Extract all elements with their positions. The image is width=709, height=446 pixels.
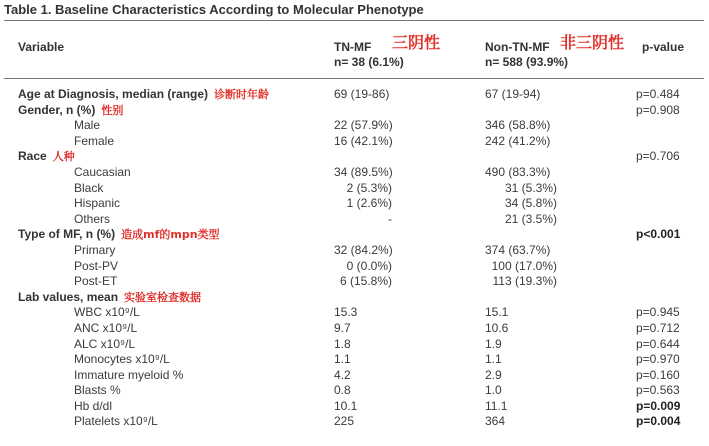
cell-tn-mf: 2 (5.3%)	[346, 180, 392, 195]
cell-tn-mf: 9.7	[334, 320, 351, 335]
header-non-name: Non-TN-MF	[485, 40, 550, 54]
top-rule	[4, 20, 704, 21]
row-annotation: 造成mf的mpn类型	[121, 228, 220, 242]
row-annotation: 性别	[101, 103, 124, 117]
row-label-text: Male	[74, 118, 101, 133]
cell-non-tn-mf: 113 (19.3%)	[492, 274, 557, 289]
table-row	[0, 165, 709, 181]
cell-non-tn-mf: 34 (5.8%)	[504, 196, 557, 211]
cell-pvalue: p=0.484	[636, 87, 680, 101]
row-label-text: Hb d/dl	[74, 398, 113, 413]
header-non-annotation: 非三阴性	[560, 33, 625, 52]
table-row	[0, 181, 709, 197]
cell-non-tn-mf: 2.9	[485, 367, 502, 382]
table-row	[0, 118, 709, 134]
table-row	[0, 87, 709, 103]
cell-non-tn-mf: 10.6	[485, 320, 509, 335]
row-label-text: Caucasian	[74, 164, 131, 179]
table-row	[0, 399, 709, 415]
cell-tn-mf: 0.8	[334, 383, 351, 398]
row-label	[18, 103, 123, 119]
cell-non-tn-mf: 374 (63.7%)	[485, 242, 551, 257]
table-row	[0, 212, 709, 228]
header-non-n: n= 588 (93.9%)	[485, 55, 569, 69]
row-label-text: Hispanic	[74, 196, 121, 211]
row-label-text: Lab values, mean	[18, 289, 119, 304]
row-label-text: WBC x10⁹/L	[74, 305, 140, 320]
table-row	[0, 196, 709, 212]
table-row	[0, 227, 709, 243]
cell-tn-mf: 4.2	[334, 367, 351, 382]
row-label	[74, 165, 131, 181]
table-title: Table 1. Baseline Characteristics According to Molecular Phenotype	[4, 2, 424, 17]
row-label	[74, 274, 117, 290]
row-label-text: Post-ET	[74, 274, 118, 289]
row-label	[74, 399, 112, 415]
row-label-text: Race	[18, 149, 47, 164]
table-row	[0, 149, 709, 165]
row-label-text: ANC x10⁹/L	[74, 320, 138, 335]
row-label	[74, 352, 170, 368]
row-label-text: Others	[74, 211, 111, 226]
table-row	[0, 321, 709, 337]
row-label	[74, 383, 121, 399]
cell-tn-mf: 32 (84.2%)	[334, 242, 393, 257]
table-row	[0, 383, 709, 399]
row-label-text: Age at Diagnosis, median (range)	[18, 87, 209, 101]
table-row	[0, 337, 709, 353]
row-label-text: Immature myeloid %	[74, 367, 184, 382]
cell-non-tn-mf: 67 (19-94)	[485, 87, 541, 101]
cell-tn-mf: 0 (0.0%)	[346, 258, 392, 273]
table-row	[0, 274, 709, 290]
row-label	[74, 414, 158, 430]
table-row	[0, 290, 709, 306]
cell-non-tn-mf: 15.1	[485, 305, 509, 320]
table-row	[0, 414, 709, 430]
header-pvalue: p-value	[642, 40, 685, 54]
cell-non-tn-mf: 242 (41.2%)	[485, 133, 551, 148]
table-row	[0, 352, 709, 368]
table-row	[0, 243, 709, 259]
cell-non-tn-mf: 21 (3.5%)	[504, 211, 557, 226]
cell-tn-mf: 6 (15.8%)	[339, 274, 392, 289]
cell-pvalue: p=0.160	[636, 367, 680, 382]
cell-tn-mf: 15.3	[334, 305, 358, 320]
row-annotation: 诊断时年龄	[214, 88, 270, 101]
cell-tn-mf: 22 (57.9%)	[334, 118, 393, 133]
row-label-text: Blasts %	[74, 383, 121, 398]
row-label-text: Gender, n (%)	[18, 102, 96, 117]
row-label	[74, 321, 137, 337]
row-label	[74, 243, 115, 259]
cell-pvalue: p=0.712	[636, 320, 680, 335]
cell-non-tn-mf: 11.1	[485, 398, 508, 413]
row-label-text: Post-PV	[74, 258, 119, 273]
cell-pvalue: p=0.970	[636, 352, 680, 367]
cell-pvalue: p=0.706	[636, 149, 680, 164]
cell-non-tn-mf: 364	[485, 414, 506, 429]
row-label-text: Type of MF, n (%)	[18, 227, 116, 242]
row-label	[18, 149, 75, 165]
header-tn-annotation: 三阴性	[392, 33, 441, 52]
header-tn-n: n= 38 (6.1%)	[334, 55, 404, 69]
row-label	[74, 196, 120, 212]
row-label	[74, 305, 140, 321]
cell-non-tn-mf: 31 (5.3%)	[504, 180, 557, 195]
cell-tn-mf: 1.1	[334, 352, 351, 367]
cell-pvalue: p<0.001	[636, 227, 681, 242]
row-label-text: Primary	[74, 242, 116, 257]
cell-pvalue: p=0.644	[636, 336, 680, 351]
cell-tn-mf: 69 (19-86)	[334, 87, 390, 101]
cell-tn-mf: 1 (2.6%)	[346, 196, 392, 211]
header-rule	[4, 78, 704, 79]
cell-tn-mf: 10.1	[334, 398, 358, 413]
cell-non-tn-mf: 1.9	[485, 336, 502, 351]
table-body	[0, 87, 709, 430]
cell-pvalue: p=0.009	[636, 398, 681, 413]
row-label	[18, 87, 269, 103]
header-variable: Variable	[18, 40, 65, 54]
row-label-text: ALC x10⁹/L	[74, 336, 136, 351]
row-annotation: 人种	[52, 150, 75, 164]
cell-tn-mf: 225	[334, 414, 355, 429]
cell-tn-mf: -	[388, 211, 392, 226]
table-row	[0, 259, 709, 275]
cell-pvalue: p=0.563	[636, 383, 680, 398]
row-label	[18, 227, 220, 243]
cell-pvalue: p=0.004	[636, 414, 681, 429]
table-row	[0, 305, 709, 321]
cell-pvalue: p=0.908	[636, 102, 680, 117]
table-row	[0, 134, 709, 150]
row-label	[74, 368, 183, 384]
row-label	[74, 259, 118, 275]
header-tn-name: TN-MF	[334, 40, 372, 54]
row-label	[74, 118, 100, 134]
row-label	[74, 212, 110, 228]
cell-tn-mf: 34 (89.5%)	[334, 164, 393, 179]
table-row	[0, 103, 709, 119]
cell-non-tn-mf: 100 (17.0%)	[491, 258, 557, 273]
row-label-text: Female	[74, 133, 115, 148]
cell-tn-mf: 1.8	[334, 336, 351, 351]
row-label	[18, 290, 201, 306]
row-label	[74, 134, 114, 150]
row-label-text: Platelets x10⁹/L	[74, 414, 158, 429]
row-label	[74, 181, 103, 197]
table-row	[0, 368, 709, 384]
row-annotation: 实验室检查数据	[124, 290, 202, 304]
cell-pvalue: p=0.945	[636, 305, 680, 320]
row-label-text: Black	[74, 180, 104, 195]
cell-non-tn-mf: 1.0	[485, 383, 502, 398]
cell-non-tn-mf: 490 (83.3%)	[485, 164, 551, 179]
cell-tn-mf: 16 (42.1%)	[334, 133, 393, 148]
row-label	[74, 337, 135, 353]
cell-non-tn-mf: 1.1	[485, 352, 502, 367]
cell-non-tn-mf: 346 (58.8%)	[485, 118, 551, 133]
row-label-text: Monocytes x10⁹/L	[74, 352, 170, 367]
